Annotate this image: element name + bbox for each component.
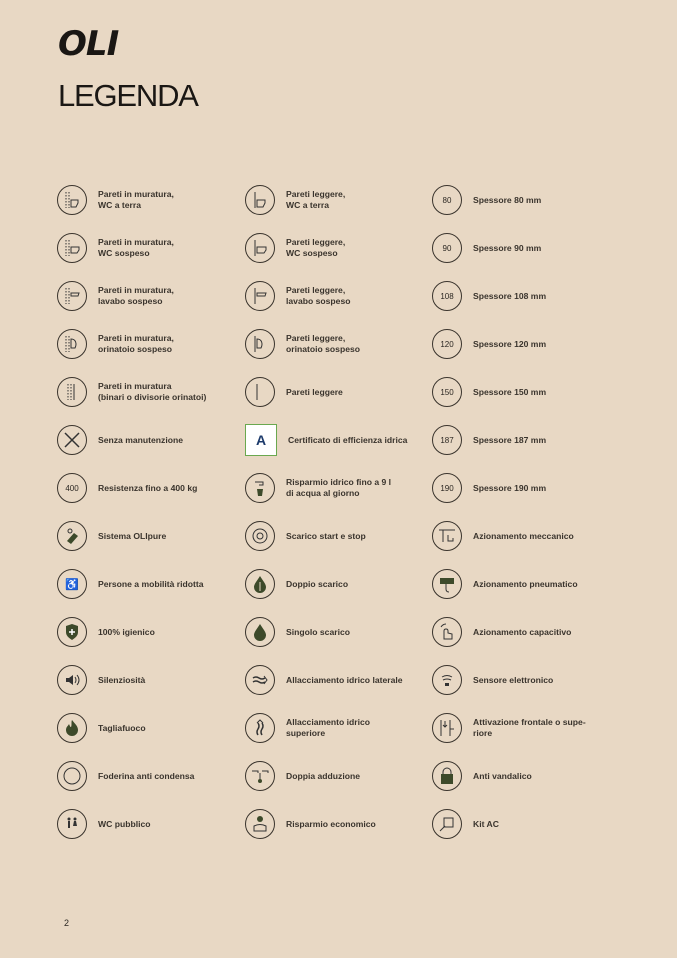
light-wall-washbasin-icon [245, 281, 275, 311]
fire-icon [57, 713, 87, 743]
legend-item [432, 660, 632, 700]
legend-label: Persone a mobilità ridotta [98, 578, 204, 589]
legend-item [245, 180, 445, 220]
legend-label: Allacciamento idrico superiore [286, 717, 371, 738]
ac-kit-icon [432, 809, 462, 839]
legend-item [57, 468, 257, 508]
legend-item [432, 516, 632, 556]
thickness-187-icon: 187 [432, 425, 462, 455]
thickness-190-icon: 190 [432, 473, 462, 503]
legend-item [432, 708, 632, 748]
legend-label: Azionamento pneumatico [473, 578, 578, 589]
legend-item [432, 276, 632, 316]
legend-item [57, 276, 257, 316]
legend-item [57, 372, 257, 412]
legend-label: Pareti leggere, lavabo sospeso [286, 285, 351, 306]
hygiene-shield-icon [57, 617, 87, 647]
legend-label: Scarico start e stop [286, 530, 366, 541]
legend-label: Kit AC [473, 818, 499, 829]
water-efficiency-certificate-icon: A [245, 424, 277, 456]
weight-icon: 400 [57, 473, 87, 503]
thickness-90-icon: 90 [432, 233, 462, 263]
legend-label: Certificato di efficienza idrica [288, 434, 408, 445]
legend-item [57, 516, 257, 556]
light-wall-urinal-icon [245, 329, 275, 359]
anti-condensation-icon [57, 761, 87, 791]
tools-icon [57, 425, 87, 455]
mechanical-actuation-icon [432, 521, 462, 551]
legend-item [432, 564, 632, 604]
legend-label: Singolo scarico [286, 626, 350, 637]
legend-item [432, 228, 632, 268]
legend-label: Sensore elettronico [473, 674, 554, 685]
legend-label: Spessore 108 mm [473, 290, 547, 301]
page-number: 2 [64, 918, 70, 928]
legend-label: Pareti in muratura, orinatoio sospeso [98, 333, 174, 354]
legend-item [245, 804, 445, 844]
electronic-sensor-icon [432, 665, 462, 695]
legend-label: Silenziosità [98, 674, 146, 685]
legend-item [245, 708, 445, 748]
legend-label: Spessore 120 mm [473, 338, 547, 349]
legend-label: Pareti leggere [286, 386, 343, 397]
legend-item [245, 228, 445, 268]
masonry-wall-rails-icon [57, 377, 87, 407]
legend-label: Doppio scarico [286, 578, 349, 589]
legend-item [245, 564, 445, 604]
thickness-120-icon: 120 [432, 329, 462, 359]
light-wall-floor-wc-icon [245, 185, 275, 215]
legend-label: Spessore 80 mm [473, 194, 542, 205]
capacitive-actuation-icon [432, 617, 462, 647]
legend-item [245, 372, 445, 412]
single-flush-icon [245, 617, 275, 647]
legend-label: 100% igienico [98, 626, 155, 637]
legend-label: Pareti leggere, WC sospeso [286, 237, 346, 258]
legend-label: Spessore 190 mm [473, 482, 547, 493]
legend-label: Attivazione frontale o supe- riore [473, 717, 586, 738]
light-wall-hung-wc-icon [245, 233, 275, 263]
masonry-wall-urinal-icon [57, 329, 87, 359]
legend-item [57, 804, 257, 844]
legend-item [57, 180, 257, 220]
legend-label: Risparmio idrico fino a 9 l di acqua al giorno [286, 477, 392, 498]
legend-item [57, 708, 257, 748]
front-top-activation-icon [432, 713, 462, 743]
legend-item [432, 324, 632, 364]
side-water-connection-icon [245, 665, 275, 695]
legend-label: Senza manutenzione [98, 434, 183, 445]
legend-item [57, 420, 257, 460]
legend-label: Pareti in muratura, WC a terra [98, 189, 174, 210]
page-title: LEGENDA [58, 78, 198, 113]
light-wall-icon [245, 377, 275, 407]
legend-item [245, 516, 445, 556]
start-stop-flush-icon [245, 521, 275, 551]
legend-label: Tagliafuoco [98, 722, 146, 733]
legend-label: Spessore 90 mm [473, 242, 542, 253]
legend-label: Doppia adduzione [286, 770, 360, 781]
legend-item [432, 756, 632, 796]
legend-item [432, 372, 632, 412]
legend-item [245, 420, 445, 460]
public-wc-icon [57, 809, 87, 839]
legend-label: Resistenza fino a 400 kg [98, 482, 198, 493]
legend-item [57, 324, 257, 364]
water-saving-icon [245, 473, 275, 503]
legend-label: Azionamento capacitivo [473, 626, 572, 637]
dual-flush-icon [245, 569, 275, 599]
legend-label: Pareti in muratura, WC sospeso [98, 237, 174, 258]
legend-item [432, 420, 632, 460]
legend-item [57, 756, 257, 796]
thickness-108-icon: 108 [432, 281, 462, 311]
brand-logo: OLI [58, 24, 119, 64]
legend-label: Sistema OLIpure [98, 530, 167, 541]
olipure-icon [57, 521, 87, 551]
legend-item [57, 228, 257, 268]
legend-label: Pareti leggere, WC a terra [286, 189, 346, 210]
legend-item [245, 468, 445, 508]
legend-item [432, 612, 632, 652]
legend-label: Azionamento meccanico [473, 530, 574, 541]
legend-item [245, 276, 445, 316]
legend-item [57, 660, 257, 700]
legend-item [432, 180, 632, 220]
masonry-wall-hung-wc-icon [57, 233, 87, 263]
legend-item [432, 468, 632, 508]
legend-item [245, 612, 445, 652]
silent-icon [57, 665, 87, 695]
legend-item [432, 804, 632, 844]
legend-item [57, 564, 257, 604]
legend-label: Pareti in muratura, lavabo sospeso [98, 285, 174, 306]
pneumatic-actuation-icon [432, 569, 462, 599]
legend-label: Foderina anti condensa [98, 770, 195, 781]
top-water-connection-icon [245, 713, 275, 743]
legend-label: Spessore 150 mm [473, 386, 547, 397]
legend-label: Pareti leggere, orinatoio sospeso [286, 333, 361, 354]
legend-label: WC pubblico [98, 818, 151, 829]
masonry-wall-floor-wc-icon [57, 185, 87, 215]
legend-label: Spessore 187 mm [473, 434, 547, 445]
legend-item [245, 660, 445, 700]
thickness-80-icon: 80 [432, 185, 462, 215]
wheelchair-icon: ♿ [57, 569, 87, 599]
legend-item [245, 756, 445, 796]
masonry-wall-washbasin-icon [57, 281, 87, 311]
legend-label: Risparmio economico [286, 818, 376, 829]
thickness-150-icon: 150 [432, 377, 462, 407]
double-supply-icon [245, 761, 275, 791]
legend-label: Allacciamento idrico laterale [286, 674, 403, 685]
legend-item [57, 612, 257, 652]
economic-saving-icon [245, 809, 275, 839]
legend-label: Anti vandalico [473, 770, 532, 781]
legend-label: Pareti in muratura (binari o divisorie orinatoi) [98, 381, 207, 402]
legend-item [245, 324, 445, 364]
anti-vandal-icon [432, 761, 462, 791]
